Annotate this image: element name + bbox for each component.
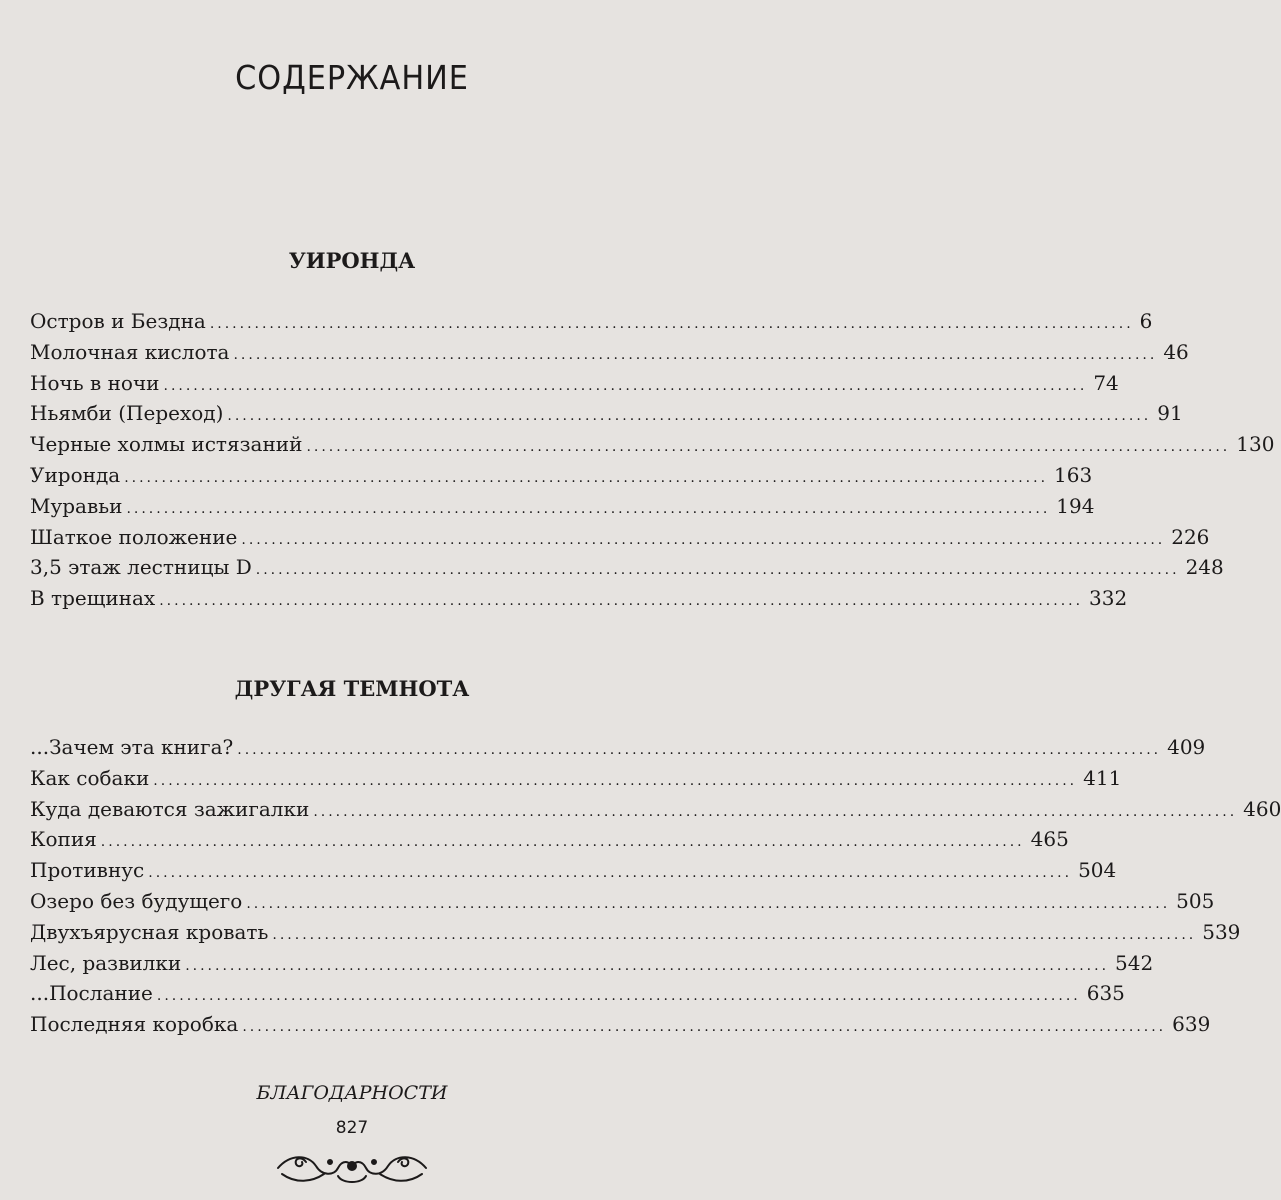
- acknowledgements-page: 827: [335, 1118, 369, 1138]
- toc-entry-page: 542: [1115, 950, 1154, 975]
- toc-entry: [30, 460, 1093, 491]
- toc-entry-page: 411: [1083, 765, 1122, 790]
- dot-leader: ............................................................................................................................: [255, 562, 1180, 579]
- toc-entry-page: 194: [1056, 493, 1095, 518]
- dot-leader: ............................................................................................................................: [241, 531, 1166, 548]
- toc-entry-title: Черные холмы истязаний: [30, 432, 303, 457]
- toc-entry-title: Озеро без будущего: [30, 888, 243, 913]
- toc-entry-page: 248: [1185, 555, 1224, 580]
- toc-entry-page: 635: [1086, 981, 1125, 1006]
- dot-leader: ............................................................................................................................: [233, 346, 1158, 363]
- dot-leader: ............................................................................................................................: [313, 803, 1238, 820]
- toc-entry-page: 130: [1236, 432, 1275, 457]
- dot-leader: ............................................................................................................................: [124, 469, 1049, 486]
- toc-list-2: [30, 732, 1281, 1040]
- toc-entry: [30, 306, 1153, 337]
- toc-entry-page: 163: [1054, 462, 1093, 487]
- toc-entry: [30, 917, 1241, 948]
- toc-entry: [30, 368, 1119, 399]
- toc-entry-page: 465: [1030, 827, 1069, 852]
- dot-leader: ............................................................................................................................: [153, 772, 1078, 789]
- toc-entry-page: 504: [1078, 858, 1117, 883]
- dot-leader: ............................................................................................................................: [209, 316, 1134, 332]
- dot-leader: ............................................................................................................................: [237, 742, 1162, 758]
- toc-entry: [30, 522, 1210, 553]
- toc-entry-page: 6: [1139, 309, 1153, 333]
- page-title: СОДЕРЖАНИЕ: [235, 58, 469, 97]
- toc-entry-title: Как собаки: [30, 765, 150, 790]
- toc-entry-page: 409: [1167, 735, 1206, 759]
- section-heading-1: УИРОНДА: [288, 248, 416, 273]
- toc-entry-title: В трещинах: [30, 586, 156, 611]
- toc-entry-page: 460: [1243, 796, 1281, 821]
- toc-entry: [30, 855, 1117, 886]
- toc-entry-title: Ньямби (Переход): [30, 401, 224, 426]
- dot-leader: ............................................................................................................................: [272, 926, 1197, 943]
- toc-entry-title: ...Послание: [30, 981, 153, 1006]
- toc-entry: [30, 978, 1125, 1009]
- toc-entry-page: 332: [1089, 586, 1128, 611]
- toc-entry-page: 91: [1157, 401, 1183, 426]
- dot-leader: ............................................................................................................................: [148, 865, 1073, 882]
- dot-leader: ............................................................................................................................: [306, 439, 1231, 456]
- toc-entry-title: Муравьи: [30, 493, 123, 518]
- toc-entry-title: Куда деваются зажигалки: [30, 796, 310, 821]
- toc-entry-title: Уиронда: [30, 462, 121, 487]
- toc-entry-title: 3,5 этаж лестницы D: [30, 555, 252, 580]
- toc-entry: [30, 552, 1224, 583]
- toc-entry-page: 226: [1171, 524, 1210, 549]
- toc-entry-page: 639: [1172, 1012, 1211, 1037]
- acknowledgements-title: БЛАГОДАРНОСТИ: [256, 1082, 448, 1104]
- toc-entry-title: Лес, развилки: [30, 950, 182, 975]
- toc-entry: [30, 732, 1206, 763]
- toc-entry-title: Копия: [30, 827, 97, 852]
- ornament-flourish-icon: [272, 1146, 432, 1190]
- toc-entry-title: Шаткое положение: [30, 524, 238, 549]
- toc-entry: [30, 824, 1069, 855]
- dot-leader: ............................................................................................................................: [185, 957, 1110, 974]
- toc-entry: [30, 337, 1189, 368]
- dot-leader: ............................................................................................................................: [159, 593, 1084, 610]
- toc-entry-title: Ночь в ночи: [30, 370, 160, 395]
- toc-entry: [30, 886, 1215, 917]
- dot-leader: ............................................................................................................................: [242, 1019, 1167, 1036]
- toc-entry-page: 46: [1163, 339, 1189, 364]
- toc-entry: [30, 948, 1154, 979]
- toc-entry: [30, 491, 1095, 522]
- dot-leader: ............................................................................................................................: [156, 988, 1081, 1005]
- toc-entry: [30, 429, 1275, 460]
- dot-leader: ............................................................................................................................: [163, 377, 1088, 394]
- toc-entry: [30, 583, 1128, 614]
- toc-entry-page: 505: [1176, 888, 1215, 913]
- toc-entry-title: Противнус: [30, 858, 145, 883]
- toc-entry: [30, 794, 1281, 825]
- section-heading-2: ДРУГАЯ ТЕМНОТА: [234, 676, 470, 701]
- dot-leader: ............................................................................................................................: [246, 895, 1171, 912]
- toc-entry-title: ...Зачем эта книга?: [30, 735, 234, 759]
- toc-entry-page: 539: [1202, 919, 1241, 944]
- dot-leader: ............................................................................................................................: [126, 500, 1051, 517]
- toc-list-1: [30, 306, 1275, 614]
- dot-leader: ............................................................................................................................: [227, 408, 1152, 425]
- toc-entry: [30, 398, 1183, 429]
- toc-entry-title: Двухъярусная кровать: [30, 919, 269, 944]
- toc-entry-page: 74: [1093, 370, 1119, 395]
- toc-entry: [30, 763, 1122, 794]
- toc-entry: [30, 1009, 1211, 1040]
- dot-leader: ............................................................................................................................: [100, 834, 1025, 851]
- toc-entry-title: Последняя коробка: [30, 1012, 239, 1037]
- toc-entry-title: Молочная кислота: [30, 339, 230, 364]
- toc-entry-title: Остров и Бездна: [30, 309, 206, 333]
